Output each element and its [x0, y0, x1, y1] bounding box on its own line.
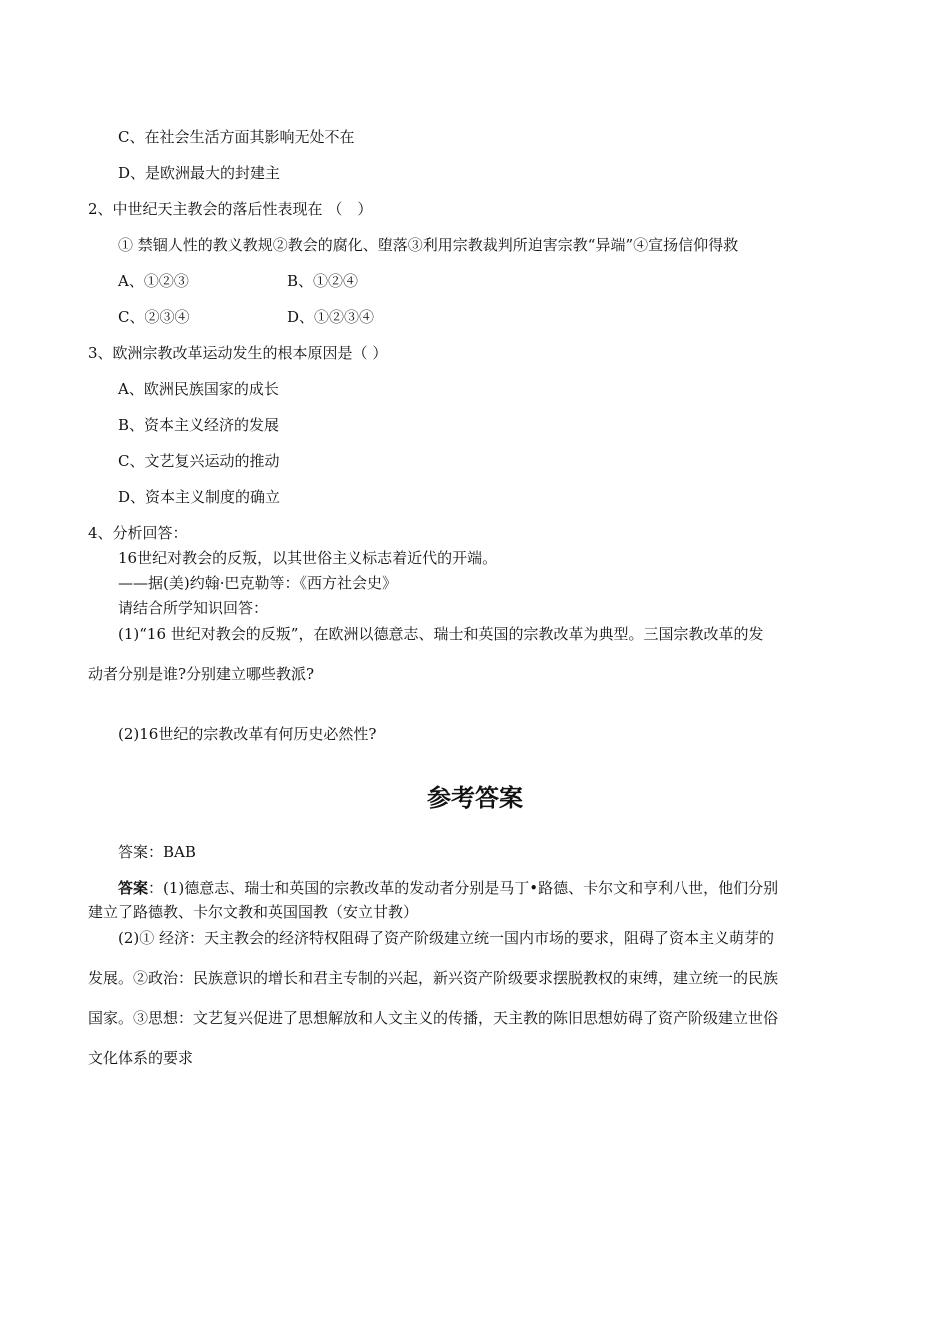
q1-option-c: C、在社会生活方面其影响无处不在	[118, 128, 355, 146]
q4-sub1-line1: (1)“16 世纪对教会的反叛”，在欧洲以德意志、瑞士和英国的宗教改革为典型。三国宗教改革的发	[118, 625, 764, 643]
answers-heading: 参考答案	[427, 784, 523, 812]
q3-option-c: C、文艺复兴运动的推动	[118, 452, 280, 470]
q1-option-d: D、是欧洲最大的封建主	[118, 164, 281, 182]
answers-a2-line4: 文化体系的要求	[88, 1049, 194, 1067]
q3-option-b: B、资本主义经济的发展	[118, 416, 280, 434]
q4-sub1-line2: 动者分别是谁?分别建立哪些教派?	[88, 665, 315, 683]
q3-stem: 3、欧洲宗教改革运动发生的根本原因是（ ）	[88, 344, 388, 362]
q2-items: ① 禁锢人性的教义教规②教会的腐化、堕落③利用宗教裁判所迫害宗教“异端”④宣扬信仰得救	[118, 236, 739, 254]
q2-stem: 2、中世纪天主教会的落后性表现在 （ ）	[88, 200, 373, 218]
q4-sub2: (2)16世纪的宗教改革有何历史必然性?	[118, 725, 377, 743]
q2-option-a: A、①②③	[118, 272, 189, 290]
answers-a2-line2: 发展。②政治：民族意识的增长和君主专制的兴起，新兴资产阶级要求摆脱教权的束缚，建立统一的民族	[88, 969, 779, 987]
answer-a1-text: ：(1)德意志、瑞士和英国的宗教改革的发动者分别是马丁•路德、卡尔文和亨利八世，他们分别	[148, 879, 779, 897]
q4-prompt: 请结合所学知识回答：	[118, 599, 269, 617]
q2-option-d: D、①②③④	[287, 308, 375, 326]
q4-source: ——据(美)约翰·巴克勒等：《西方社会史》	[118, 574, 397, 592]
q4-stem: 4、分析回答：	[88, 524, 188, 542]
answers-a1-line1	[118, 878, 778, 898]
q2-option-c: C、②③④	[118, 308, 190, 326]
answers-choice: 答案：BAB	[118, 843, 196, 861]
answers-a1-line2: 建立了路德教、卡尔文教和英国国教（安立甘教）	[88, 903, 419, 921]
answer-label: 答案	[118, 879, 149, 897]
answers-a2-line1: (2)① 经济：天主教会的经济特权阻碍了资产阶级建立统一国内市场的要求，阻碍了资本主义萌芽的	[118, 929, 775, 947]
q3-option-a: A、欧洲民族国家的成长	[118, 380, 279, 398]
q2-option-b: B、①②④	[287, 272, 359, 290]
q3-option-d: D、资本主义制度的确立	[118, 488, 281, 506]
q4-quote: 16世纪对教会的反叛，以其世俗主义标志着近代的开端。	[118, 549, 498, 567]
answers-a2-line3: 国家。③思想：文艺复兴促进了思想解放和人文主义的传播，天主教的陈旧思想妨碍了资产阶级建立世俗	[88, 1009, 779, 1027]
